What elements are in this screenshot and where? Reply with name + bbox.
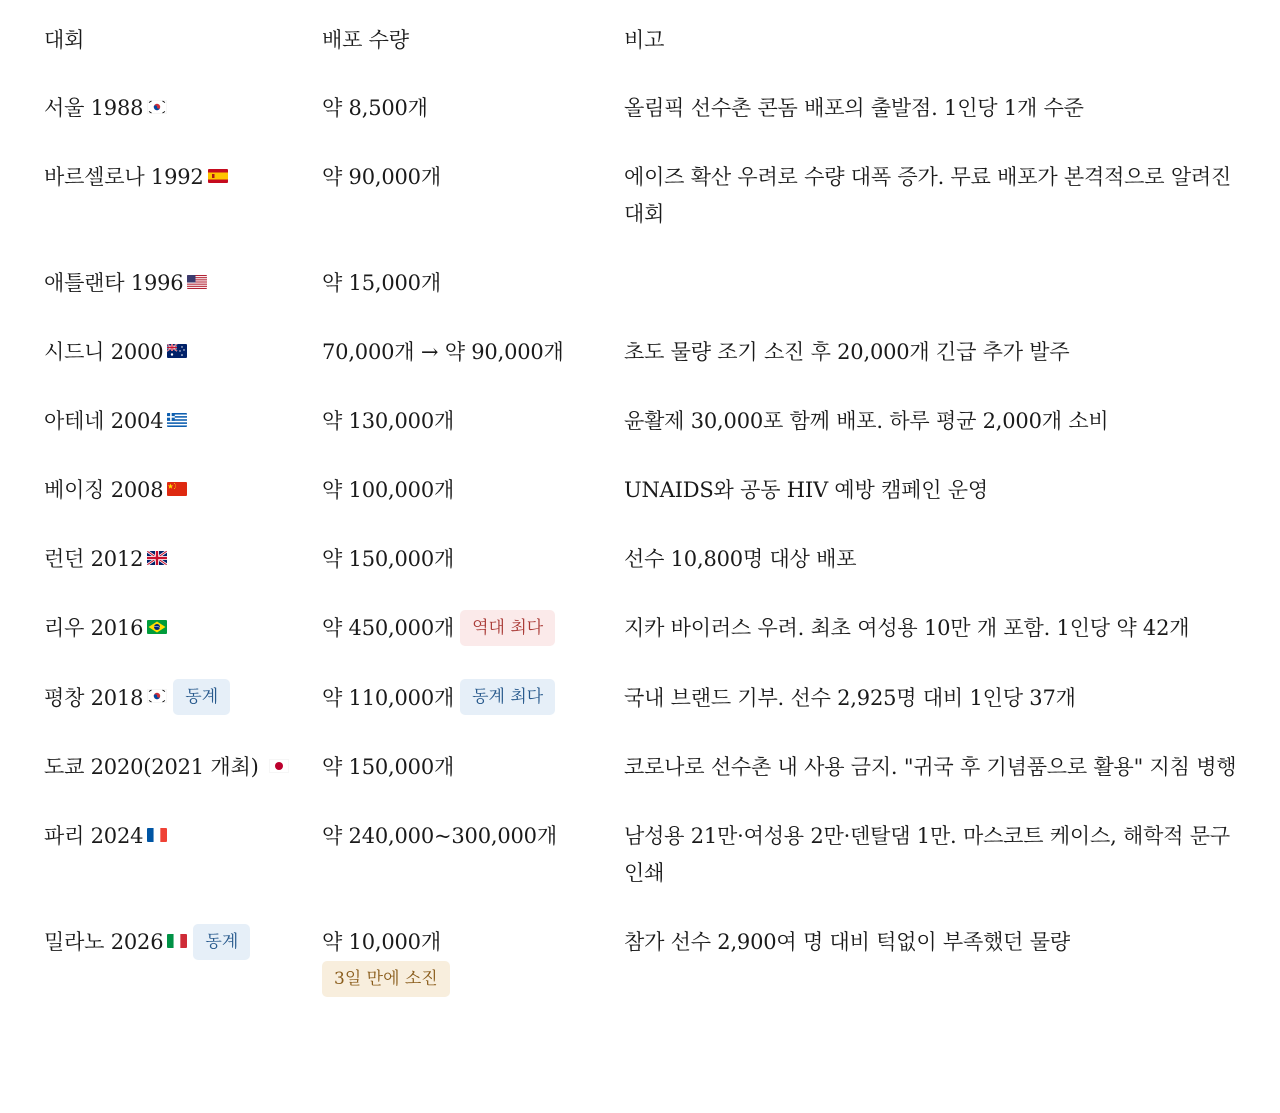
event-cell	[28, 388, 306, 457]
event-cell	[28, 909, 306, 1016]
kr-flag-icon	[147, 100, 167, 114]
table-row	[28, 319, 1264, 388]
quantity-value: 약 8,500개	[322, 96, 428, 120]
it-flag-icon	[167, 934, 187, 948]
kr-flag-icon	[147, 689, 167, 703]
quantity-value: 70,000개 → 약 90,000개	[322, 340, 564, 364]
event-cell	[28, 75, 306, 144]
event-name: 도쿄 2020(2021 개최)	[44, 755, 259, 779]
event-name: 평창 2018	[44, 685, 144, 710]
quantity-value: 약 10,000개	[322, 930, 441, 954]
note-cell: 남성용 21만·여성용 2만·덴탈댐 1만. 마스코트 케이스, 해학적 문구 인쇄	[624, 824, 1230, 885]
event-cell	[28, 250, 306, 319]
fr-flag-icon	[147, 828, 167, 842]
event-name: 시드니 2000	[44, 340, 164, 364]
gr-flag-icon	[167, 413, 187, 427]
table-row	[28, 909, 1264, 1016]
quantity-value: 약 150,000개	[322, 547, 455, 571]
event-name: 리우 2016	[44, 616, 144, 640]
note-cell: 코로나로 선수촌 내 사용 금지. "귀국 후 기념품으로 활용" 지침 병행	[624, 755, 1237, 779]
gb-flag-icon	[147, 551, 167, 565]
record-badge: 역대 최다	[460, 610, 555, 646]
header-quantity: 배포 수량	[322, 28, 409, 52]
event-name: 바르셀로나 1992	[44, 165, 204, 189]
note-cell: 국내 브랜드 기부. 선수 2,925명 대비 1인당 37개	[624, 685, 1076, 710]
quantity-value: 약 15,000개	[322, 271, 441, 295]
quantity-value: 약 240,000~300,000개	[322, 824, 557, 848]
quantity-cell	[306, 803, 608, 909]
header-event: 대회	[44, 28, 85, 52]
quantity-cell	[306, 388, 608, 457]
note-cell: 지카 바이러스 우려. 최초 여성용 10만 개 포함. 1인당 약 42개	[624, 616, 1190, 640]
table-row	[28, 388, 1264, 457]
quantity-value: 약 90,000개	[322, 165, 441, 189]
quantity-cell	[306, 144, 608, 250]
winter-badge: 동계	[173, 679, 230, 715]
jp-flag-icon	[269, 759, 289, 773]
quantity-cell	[306, 909, 608, 1016]
event-cell	[28, 526, 306, 595]
event-name: 서울 1988	[44, 96, 144, 120]
quantity-cell	[306, 665, 608, 735]
cn-flag-icon	[167, 482, 187, 496]
quantity-cell	[306, 457, 608, 526]
event-cell	[28, 734, 306, 803]
us-flag-icon	[187, 275, 207, 289]
note-cell: 참가 선수 2,900여 명 대비 턱없이 부족했던 물량	[624, 930, 1070, 954]
es-flag-icon	[208, 169, 228, 183]
note-cell: 윤활제 30,000포 함께 배포. 하루 평균 2,000개 소비	[624, 409, 1109, 433]
table-row	[28, 734, 1264, 803]
event-name: 런던 2012	[44, 547, 144, 571]
quantity-value: 약 150,000개	[322, 755, 455, 779]
note-cell: 초도 물량 조기 소진 후 20,000개 긴급 추가 발주	[624, 340, 1070, 364]
quantity-cell	[306, 595, 608, 665]
quantity-cell	[306, 319, 608, 388]
au-flag-icon	[167, 344, 187, 358]
note-cell	[608, 250, 1264, 319]
quantity-cell	[306, 75, 608, 144]
winter-record-badge: 동계 최다	[460, 679, 555, 715]
winter-badge: 동계	[193, 924, 250, 960]
quantity-value: 약 450,000개	[322, 616, 455, 640]
table-row	[28, 144, 1264, 250]
table-row	[28, 75, 1264, 144]
table-row	[28, 595, 1264, 665]
table-row	[28, 526, 1264, 595]
event-cell	[28, 319, 306, 388]
quantity-value: 약 130,000개	[322, 409, 455, 433]
event-cell	[28, 665, 306, 735]
event-name: 아테네 2004	[44, 409, 164, 433]
event-cell	[28, 595, 306, 665]
olympic-condom-table	[28, 14, 1264, 1016]
event-name: 파리 2024	[44, 824, 144, 848]
quantity-value: 약 100,000개	[322, 478, 455, 502]
note-cell: UNAIDS와 공동 HIV 예방 캠페인 운영	[624, 478, 988, 502]
table-row	[28, 665, 1264, 735]
sold-out-badge: 3일 만에 소진	[322, 961, 450, 997]
event-name: 베이징 2008	[44, 478, 164, 502]
event-cell	[28, 803, 306, 909]
quantity-cell	[306, 250, 608, 319]
event-cell	[28, 144, 306, 250]
quantity-value: 약 110,000개	[322, 685, 455, 710]
table-row	[28, 803, 1264, 909]
table-row	[28, 457, 1264, 526]
table-header-row	[28, 14, 1264, 75]
event-name: 밀라노 2026	[44, 930, 164, 954]
note-cell: 에이즈 확산 우려로 수량 대폭 증가. 무료 배포가 본격적으로 알려진 대회	[624, 165, 1232, 226]
note-cell: 선수 10,800명 대상 배포	[624, 547, 857, 571]
quantity-cell	[306, 526, 608, 595]
quantity-cell	[306, 734, 608, 803]
table-row	[28, 250, 1264, 319]
event-name: 애틀랜타 1996	[44, 271, 184, 295]
header-note: 비고	[624, 28, 665, 52]
br-flag-icon	[147, 620, 167, 634]
note-cell: 올림픽 선수촌 콘돔 배포의 출발점. 1인당 1개 수준	[624, 96, 1084, 120]
event-cell	[28, 457, 306, 526]
